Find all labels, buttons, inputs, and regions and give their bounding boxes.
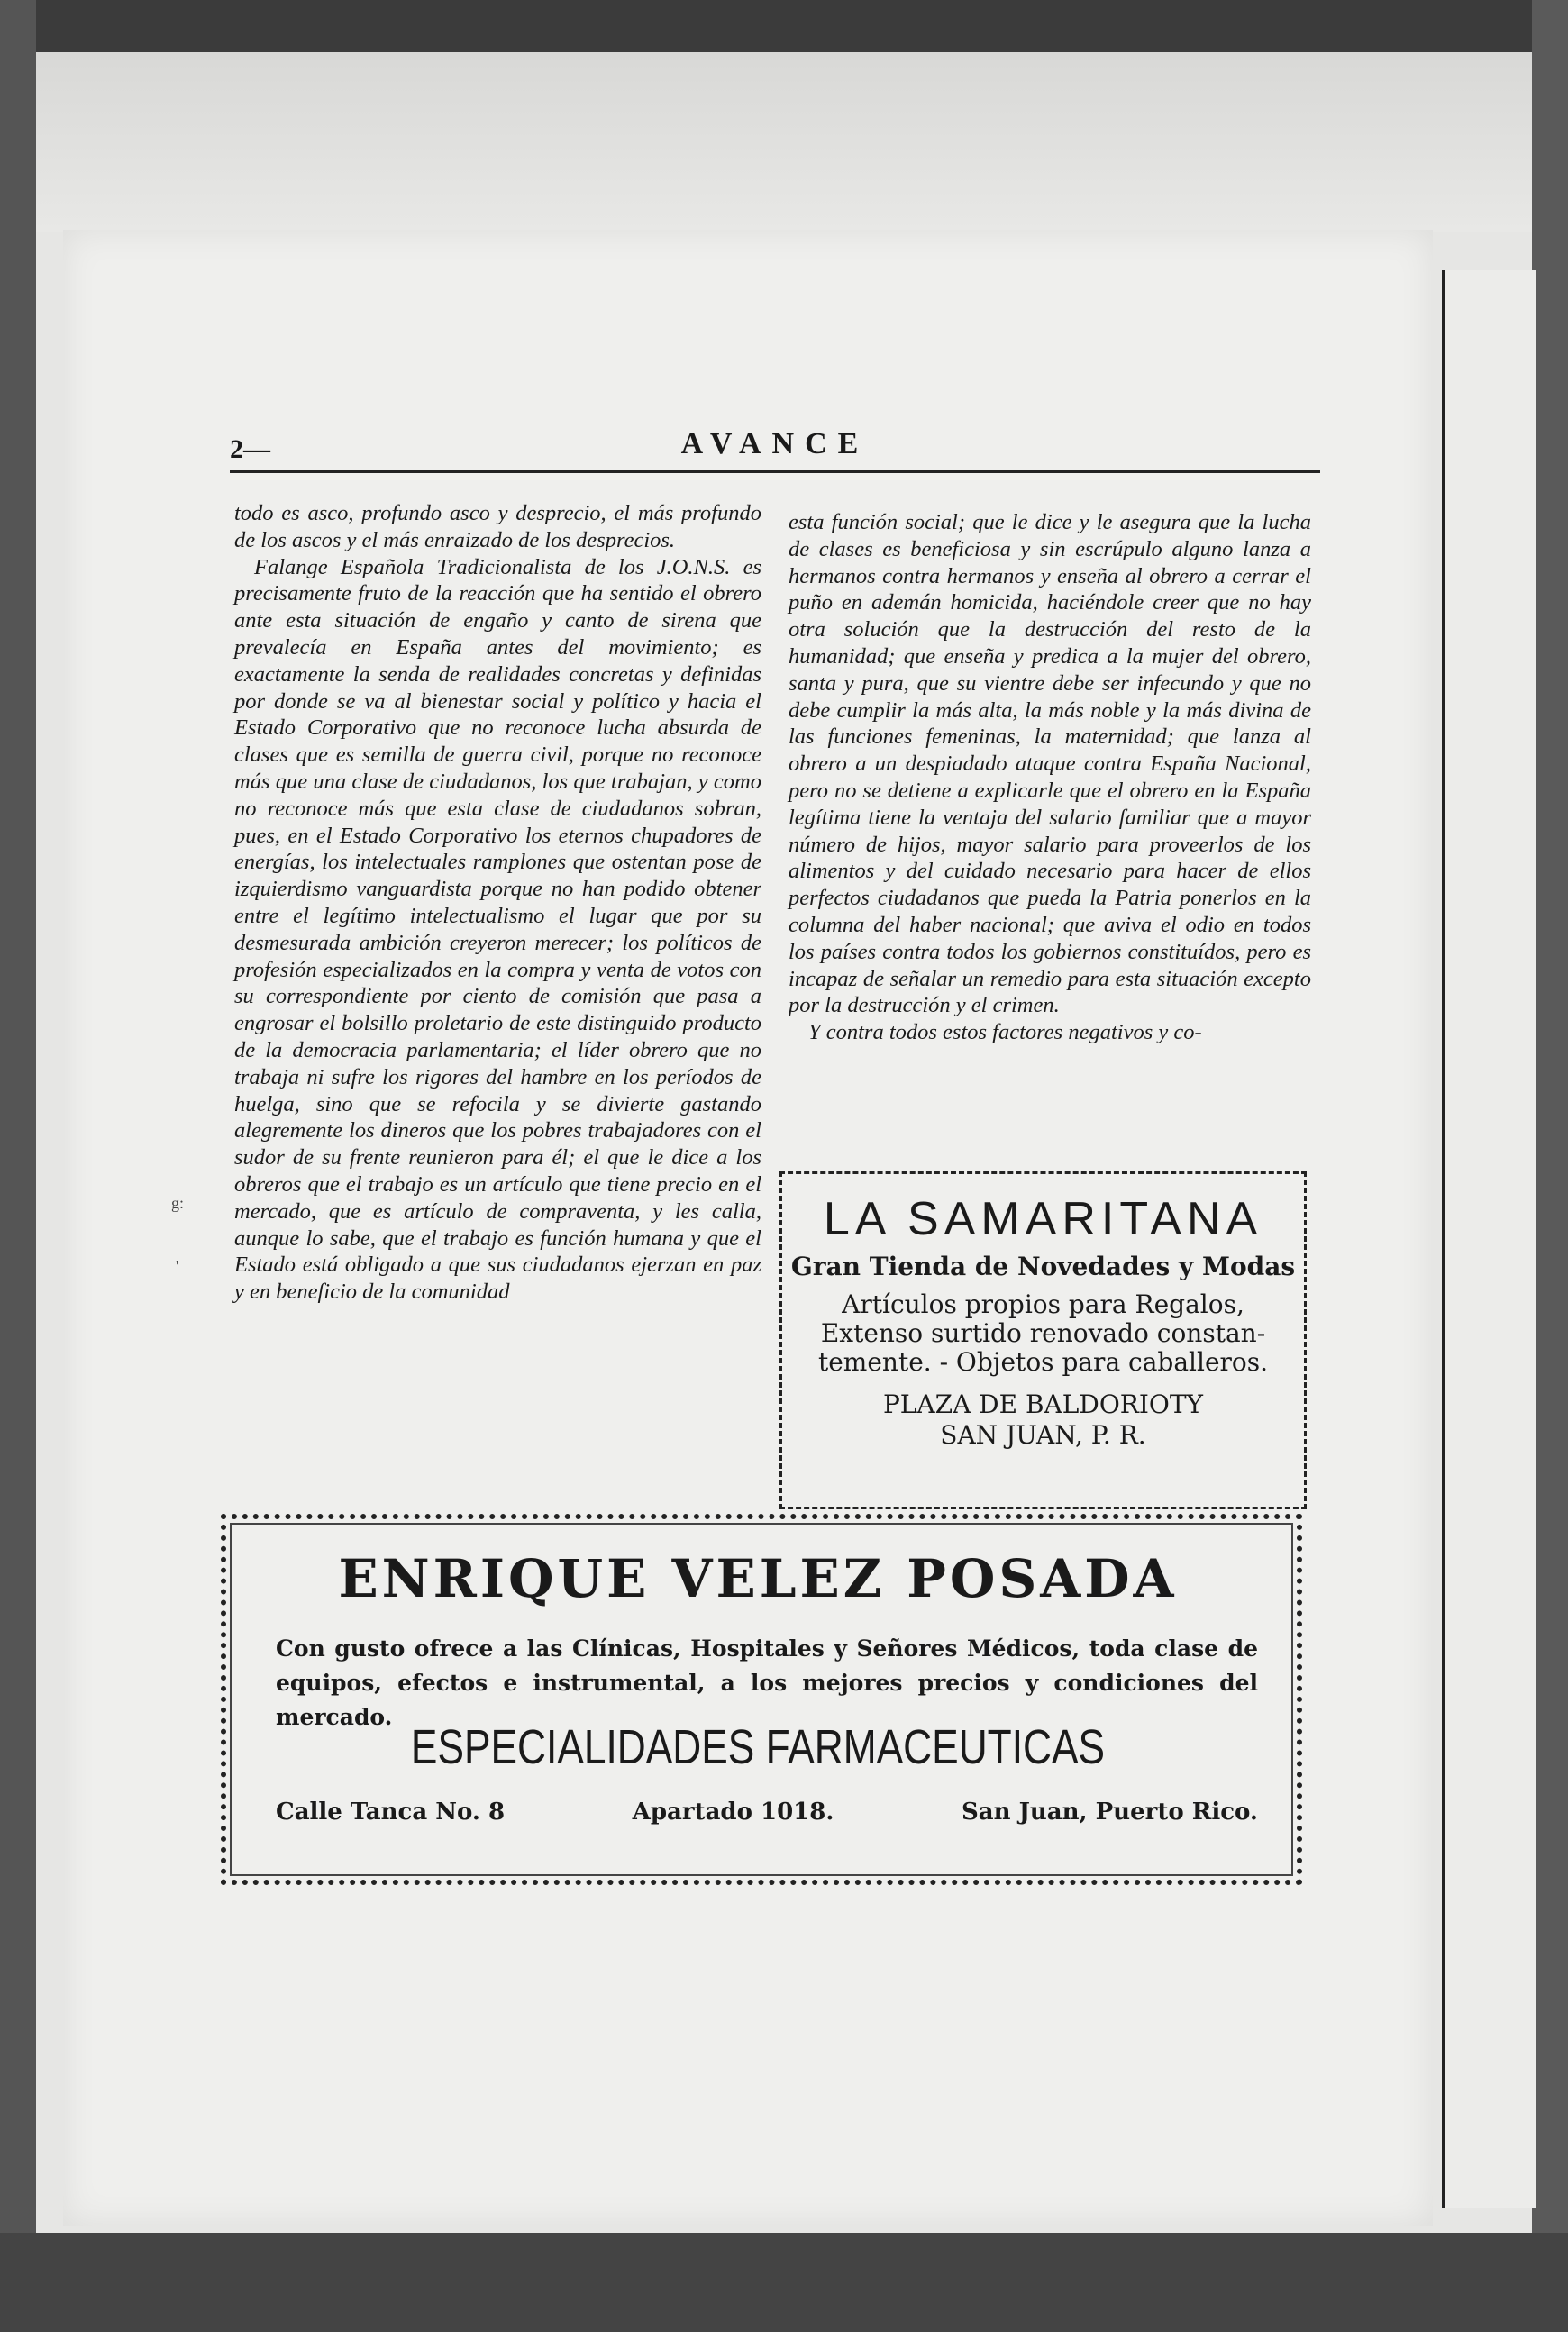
masthead-title: AVANCE [680, 427, 870, 460]
adjacent-page-edge [1442, 270, 1536, 2208]
ad-offer-text: Con gusto ofrece a las Clínicas, Hospitales y Señores Médicos, toda clase de equipos, efectos e instrumental, a los mejores precios y condiciones del mercado. [276, 1635, 1258, 1730]
margin-mark: ' [176, 1257, 179, 1275]
ad-line: temente. - Objetos para caballeros. [817, 1347, 1269, 1377]
page-header [230, 427, 1320, 490]
scan-border-right [1532, 0, 1568, 2332]
page-number: 2— [230, 434, 270, 464]
ad-specialty: ESPECIALIDADES FARMACEUTICAS [410, 1720, 1106, 1774]
ad-store-name: LA SAMARITANA [823, 1193, 1263, 1245]
ad-street-address: Calle Tanca No. 8 [276, 1799, 506, 1826]
underlying-sheet [36, 52, 1532, 232]
ad-address [782, 1389, 1304, 1451]
ad-footer [276, 1799, 1258, 1826]
paragraph: Y contra todos estos factores negativos y co- [808, 1020, 1202, 1045]
ad-po-box: Apartado 1018. [632, 1799, 834, 1826]
article-column-right [789, 509, 1311, 1158]
margin-mark: g: [171, 1194, 185, 1212]
advertisement-la-samaritana [779, 1171, 1307, 1509]
paragraph: Falange Española Tradicionalista de los J.O.N.S. es precisamente fruto de la reacción que ha sentido el obrero ante esta situación de engaño y canto de sirena que prevalecía en España antes del movimiento; es exactamente la senda de realidades concretas y definidas por donde se va al bienestar social y político y hacia el Estado Corporativo que no reconoce lucha absurda de clases que es semilla de guerra civil, porque no reconoce más que una clase de ciudadanos, los que trabajan, y como no reconoce más que esta clase de ciudadanos sobran, pues, en el Estado Corporativo los eternos chupadores de energías, los intelectuales ramplones que ostentan pose de izquierdismo vanguardista porque no han podido obtener entre el legítimo intelectualismo el lugar que por su desmesurada ambición creyeron merecer; los políticos de profesión especializados en la compra y venta de votos con su correspondiente por ciento de comisión que pasa a engrosar el bolsillo proletario de este distinguido producto de la democracia parlamentaria; el líder obrero que no trabaja ni sufre los rigores del hambre en los períodos de huelga, sino que se refocila y se divierte gastando alegremente los dineros que los pobres trabajadores con el sudor de su frente reunieron para él; el que le dice a los obreros que el trabajo es un artículo que tiene precio en el mercado, que es artículo de compraventa, y les calla, aunque lo sabe, que el trabajo es función humana y que el Estado está obligado a que sus ciudadanos ejerzan en paz y en beneficio de la comunidad [234, 554, 761, 1305]
ad-subtitle: Gran Tienda de Novedades y Modas [790, 1252, 1296, 1281]
scan-border-top [0, 0, 1568, 52]
header-rule [230, 470, 1320, 473]
ad-city: SAN JUAN, P. R. [940, 1420, 1146, 1450]
paragraph: todo es asco, profundo asco y desprecio, el más profundo de los ascos y el más enraizado de los desprecios. [234, 501, 761, 552]
ad-line: Extenso surtido renovado constan- [820, 1318, 1266, 1348]
article-column-left [234, 500, 761, 1505]
ad-place: PLAZA DE BALDORIOTY [882, 1389, 1204, 1419]
ad-description [782, 1290, 1304, 1377]
advertisement-enrique-velez [221, 1514, 1302, 1885]
ad-business-name: ENRIQUE VELEZ POSADA [338, 1548, 1178, 1609]
paragraph: esta función social; que le dice y le asegura que la lucha de clases es beneficiosa y sin escrúpulo alguno lanza a hermanos contra hermanos y enseña al obrero a cerrar el puño en ademán homicida, haciéndole creer que no hay otra solución que la destrucción del resto de la humanidad; que enseña y predica a la mujer del obrero, santa y pura, que su vientre debe ser infecundo y que no debe cumplir la más alta, la más noble y la más divina de las funciones femeninas, la maternidad; que lanza al obrero a un despiadado ataque contra España Nacional, pero no se detiene a explicarle que el obrero en la España legítima tiene la ventaja del salario familiar que a mayor número de hijos, mayor salario para proveerlos de los alimentos y del cuidado necesario para hacer de ellos perfectos ciudadanos que pueda la Patria ponerlos en la columna del haber nacional; que aviva el odio en todos los países contra todos los gobiernos constituídos, pero es incapaz de señalar un remedio para esta situación excepto por la destrucción y el crimen. [789, 510, 1311, 1018]
scan-border-left [0, 0, 36, 2332]
ad-city: San Juan, Puerto Rico. [961, 1799, 1258, 1826]
ad-line: Artículos propios para Regalos, [842, 1289, 1244, 1319]
scan-border-bottom [0, 2233, 1568, 2332]
